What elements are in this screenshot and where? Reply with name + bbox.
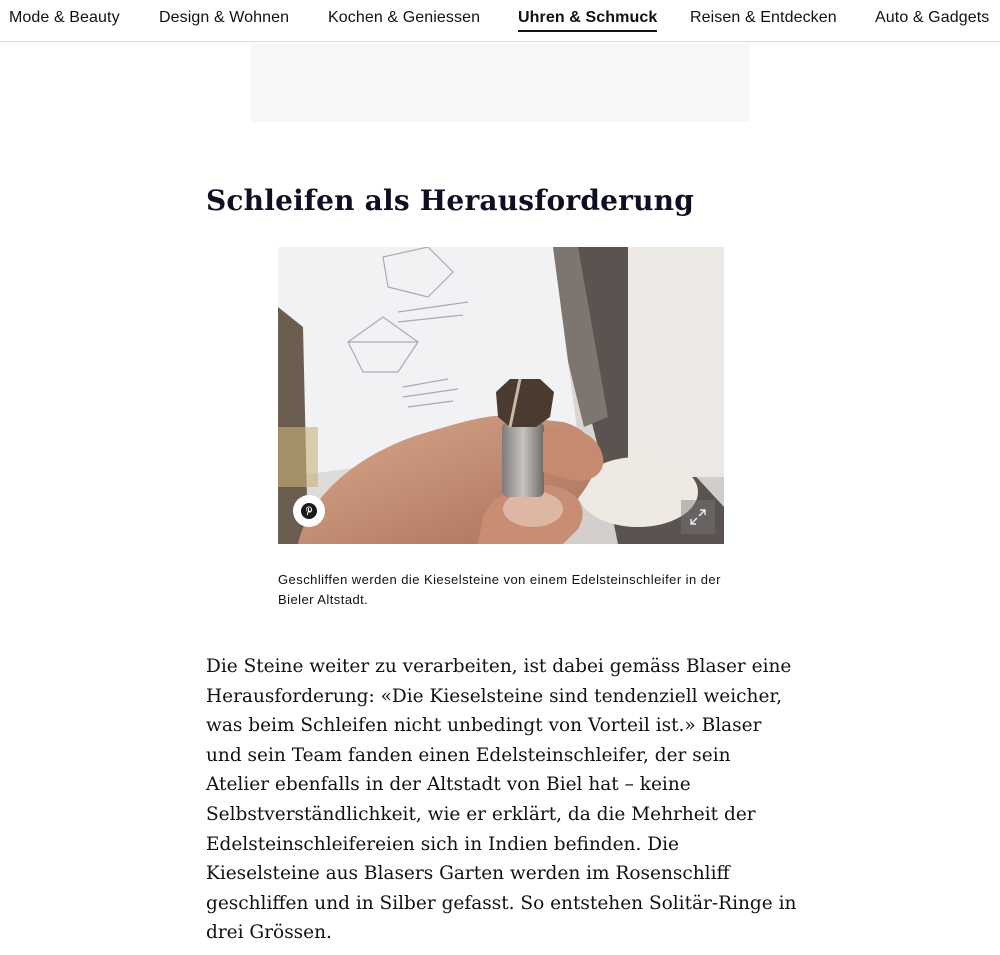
nav-item-mode-beauty[interactable]: Mode & Beauty	[9, 9, 120, 26]
article-figure	[278, 247, 724, 544]
figure-caption: Geschliffen werden die Kieselsteine von einem Edelsteinschleifer in der Bieler Altstadt.	[278, 572, 721, 607]
article-paragraph: Die Steine weiter zu verarbeiten, ist dabei gemäss Blaser eine Herausforderung: «Die Kieselsteine sind tendenziell weicher, was beim Schleifen nicht unbedingt von Vorteil ist.» Blaser und sein Team fanden einen Edelsteinschleifer, der sein Atelier ebenfalls in der Altstadt von Biel hat – keine Selbstverständlichkeit, wie er erklärt, da die Mehrheit der Edelsteinschleifereien sich in Indien befinden. Die Kieselsteine aus Blasers Garten werden im Rosenschliff geschliffen und in Silber gefasst. So entstehen Solitär-Ringe in drei Grössen.	[206, 656, 797, 944]
pinterest-icon	[300, 502, 318, 520]
section-heading: Schleifen als Herausforderung	[206, 184, 694, 217]
nav-item-auto-gadgets[interactable]: Auto & Gadgets	[875, 9, 990, 26]
nav-item-uhren-schmuck[interactable]: Uhren & Schmuck	[518, 9, 658, 26]
nav-item-reisen-entdecken[interactable]: Reisen & Entdecken	[690, 9, 837, 26]
ad-placeholder	[251, 43, 750, 122]
nav-item-design-wohnen[interactable]: Design & Wohnen	[159, 9, 290, 26]
top-navigation	[0, 0, 1000, 42]
nav-item-kochen-geniessen[interactable]: Kochen & Geniessen	[328, 9, 481, 26]
expand-image-button[interactable]	[681, 500, 715, 534]
pinterest-share-button[interactable]	[293, 495, 325, 527]
expand-icon	[688, 507, 708, 527]
stone-grinding-photo	[278, 247, 724, 544]
